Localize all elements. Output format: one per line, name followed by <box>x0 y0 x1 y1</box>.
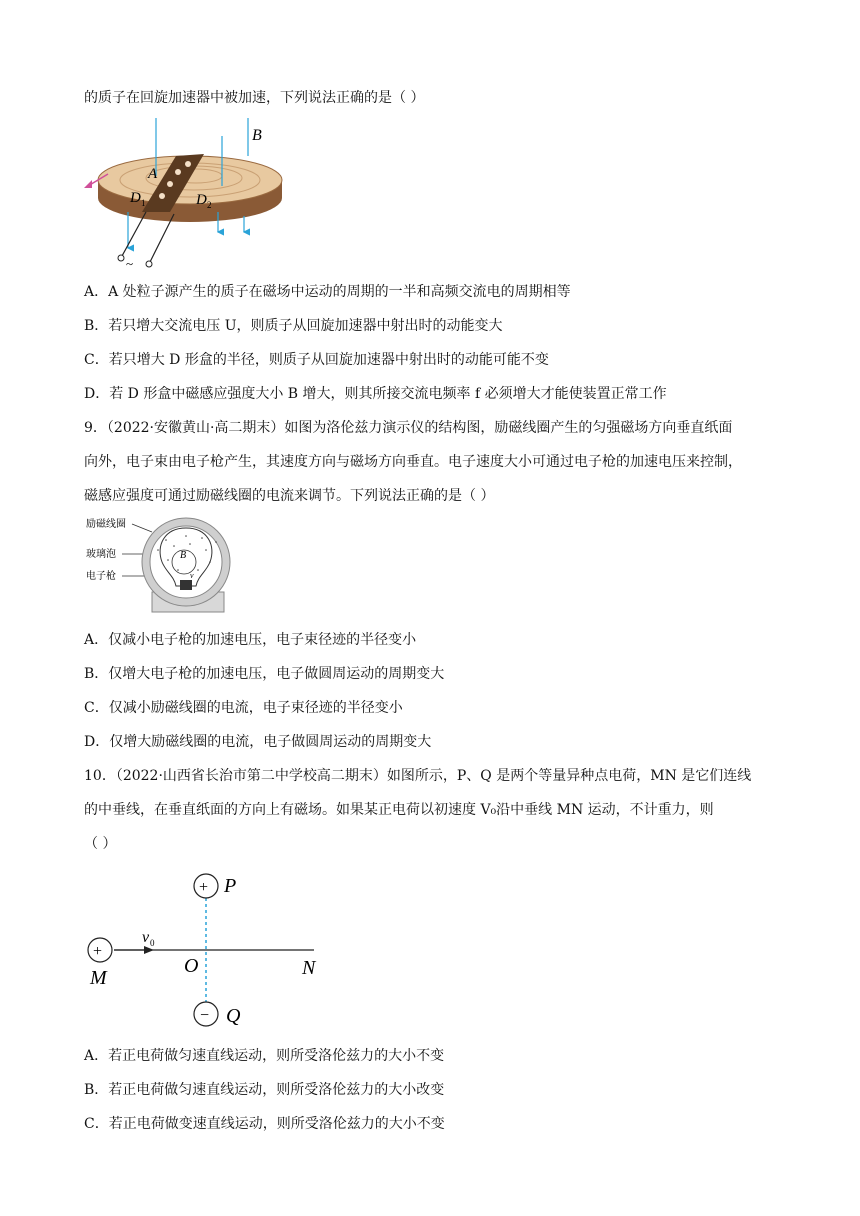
q10-option-c: C．若正电荷做变速直线运动，则所受洛伦兹力的大小不变 <box>84 1116 445 1132</box>
label-d2-sub: 2 <box>207 200 212 210</box>
q9-stem-3: 磁感应强度可通过励磁线圈的电流来调节。下列说法正确的是（ ） <box>84 488 495 504</box>
label-d1-sub: 1 <box>141 198 146 208</box>
bulb-label: 玻璃泡 <box>86 549 116 560</box>
label-d2: D <box>196 192 207 208</box>
q8-option-c: C．若只增大 D 形盒的半径，则质子从回旋加速器中射出时的动能可能不变 <box>84 352 549 368</box>
cyclotron-figure <box>78 116 298 274</box>
o-label: O <box>184 955 199 977</box>
coil-label: 励磁线圈 <box>86 519 126 530</box>
q9-stem-1: 9．（2022·安徽黄山·高二期末）如图为洛伦兹力演示仪的结构图，励磁线圈产生的匀强磁场方向垂直纸面 <box>84 420 733 436</box>
velocity-label: v <box>190 571 194 580</box>
q9-stem-2: 向外，电子束由电子枪产生，其速度方向与磁场方向垂直。电子速度大小可通过电子枪的加速电压来控制， <box>84 454 742 470</box>
q9-option-c: C．仅减小励磁线圈的电流，电子束径迹的半径变小 <box>84 700 403 716</box>
q8-stem: 的质子在回旋加速器中被加速，下列说法正确的是（ ） <box>84 90 425 106</box>
p-sign: + <box>199 879 209 896</box>
p-label: P <box>224 875 237 897</box>
q10-stem-1: 10．（2022·山西省长治市第二中学校高二期末）如图所示，P、Q 是两个等量异种点电荷，MN 是它们连线 <box>84 768 752 784</box>
q8-option-b: B．若只增大交流电压 U，则质子从回旋加速器中射出时的动能变大 <box>84 318 503 334</box>
lorentz-demo-figure <box>86 516 236 614</box>
ac-symbol: ~ <box>126 256 134 271</box>
q9-option-b: B．仅增大电子枪的加速电压，电子做圆周运动的周期变大 <box>84 666 445 682</box>
label-d1: D <box>130 190 141 206</box>
q8-option-a: A．A 处粒子源产生的质子在磁场中运动的周期的一半和高频交流电的周期相等 <box>84 284 571 300</box>
q9-option-d: D．仅增大励磁线圈的电流，电子做圆周运动的周期变大 <box>84 734 432 750</box>
q10-option-a: A．若正电荷做匀速直线运动，则所受洛伦兹力的大小不变 <box>84 1048 445 1064</box>
m-sign: + <box>93 943 103 960</box>
v0-label: v <box>142 929 150 946</box>
q10-option-b: B．若正电荷做匀速直线运动，则所受洛伦兹力的大小改变 <box>84 1082 445 1098</box>
q8-option-d: D．若 D 形盒中磁感应强度大小 B 增大，则其所接交流电频率 f 必须增大才能使装置正常工作 <box>84 386 667 402</box>
n-label: N <box>302 957 316 979</box>
gun-label: 电子枪 <box>86 571 116 582</box>
label-b: B <box>252 127 262 144</box>
q10-stem-2: 的中垂线，在垂直纸面的方向上有磁场。如果某正电荷以初速度 V₀沿中垂线 MN 运动，不计重力，则 <box>84 802 714 818</box>
field-label-b: B <box>180 550 187 561</box>
v0-sub: 0 <box>150 938 155 948</box>
charges-figure <box>84 868 334 1032</box>
q9-option-a: A．仅减小电子枪的加速电压，电子束径迹的半径变小 <box>84 632 417 648</box>
q10-stem-3: （ ） <box>84 836 117 852</box>
m-label: M <box>90 967 107 989</box>
q-sign: − <box>200 1007 210 1024</box>
q-label: Q <box>226 1005 241 1027</box>
label-a: A <box>148 166 158 182</box>
